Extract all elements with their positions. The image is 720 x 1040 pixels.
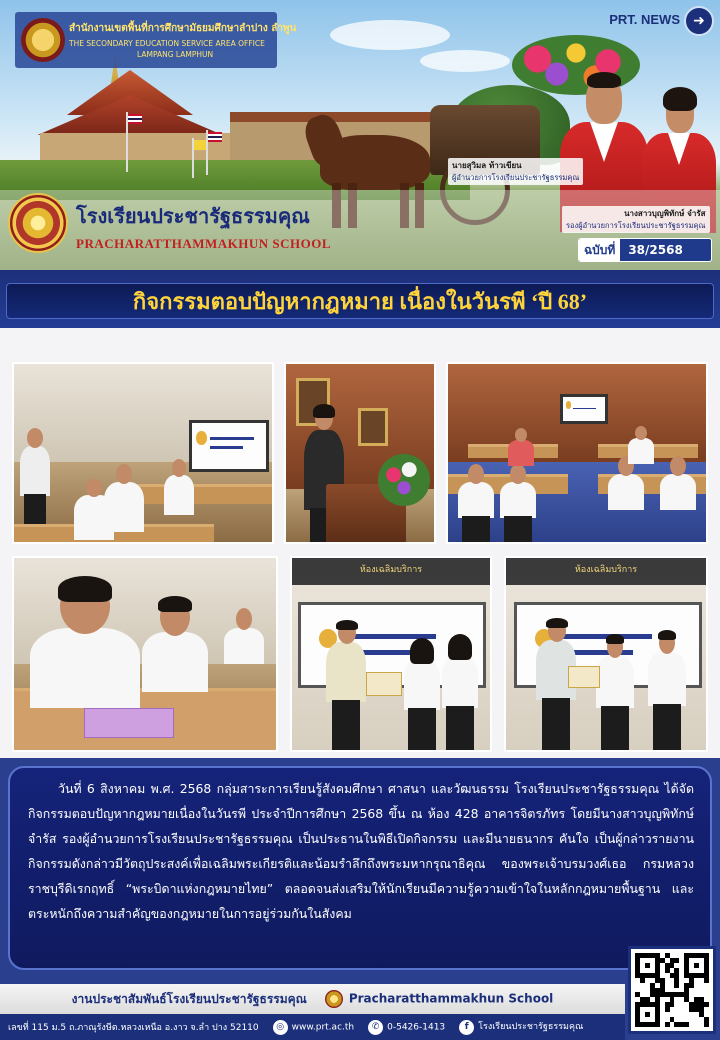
deputy-role: รองผู้อำนวยการโรงเรียนประชารัฐธรรมคุณ [566,221,706,230]
thai-flag-icon [128,114,142,124]
office-name-thai: สำนักงานเขตพื้นที่การศึกษามัธยมศึกษาลำปาง ลำพูน [69,23,297,34]
facebook-link[interactable] [459,1019,583,1035]
footer-school-badge [325,990,554,1008]
article-body: วันที่ 6 สิงหาคม พ.ศ. 2568 กลุ่มสาระการเรียนรู้สังคมศึกษา ศาสนา และวัฒนธรรม โรงเรียนประชารัฐธรรมคุณ ได้จัดกิจกรรมตอบปัญหากฎหมายเนื่องในวันรพี ประจำปีการศึกษา 2568 ขึ้น ณ ห้อง 428 อาคารจิตรภัทร โดยมีนางสาวบุญพิทักษ์ จำรัส รองผู้อำนวยการโรงเรียนประชารัฐธรรมคุณ เป็นประธานในพิธีเปิดกิจกรรม และมีนายธนากร คันใจ เป็นผู้กล่าวรายงาน กิจกรรมดังกล่าวมีวัตถุประสงค์เพื่อเฉลิมพระเกียรติและน้อมรำลึกถึงพระมหากรุณาธิคุณ ของพระเจ้าบรมวงศ์เธอ กรมหลวงราชบุรีดิเรกฤทธิ์ “พระบิดาแห่งกฎหมายไทย” ตลอดจนส่งเสริมให้นักเรียนมีความรู้ความเข้าใจในหลักกฎหมายพื้นฐาน และตระหนักถึงความสำคัญของกฎหมายในการอยู่ร่วมกันในสังคม [28,781,694,921]
phone-text: 0-5426-1413 [387,1022,446,1032]
director-role: ผู้อำนวยการโรงเรียนประชารัฐธรรมคุณ [452,173,580,182]
issue-label: ฉบับที่ [579,239,620,261]
qr-code[interactable] [628,946,716,1034]
school-logo [8,193,68,253]
photo-speaker-podium [284,362,436,544]
pr-unit-label: งานประชาสัมพันธ์โรงเรียนประชารัฐธรรมคุณ [71,991,307,1006]
issue-number: 38/2568 [628,243,683,257]
prt-news-label: PRT. NEWS [609,12,680,27]
website-link[interactable] [273,1020,354,1035]
room-banner: ห้องเฉลิมบริการ [506,562,706,576]
education-office-logo [21,18,65,62]
school-name-english: PRACHARATTHAMMAKHUN SCHOOL [76,236,332,251]
page-title: กิจกรรมตอบปัญหากฎหมาย เนื่องในวันรพี ‘ปี 68’ [132,288,588,314]
deputy-name-tag [562,206,710,233]
facebook-icon: f [459,1020,474,1035]
article-panel [8,766,712,970]
globe-icon: ◎ [273,1020,288,1035]
header-banner [0,0,720,270]
school-name-thai: โรงเรียนประชารัฐธรรมคุณ [76,206,310,228]
director-name-tag [448,158,583,185]
footer-school-name: Pracharatthammakhun School [348,991,554,1006]
qr-code-pattern [635,953,709,1027]
phone-link[interactable] [368,1020,445,1035]
photo-classroom-wide [446,362,708,544]
photo-award-ceremony-1 [290,556,492,752]
facebook-text: โรงเรียนประชารัฐธรรมคุณ [478,1022,584,1033]
thai-flag-icon [208,132,222,142]
phone-icon: ✆ [368,1020,383,1035]
office-region: LAMPANG LAMPHUN [137,50,214,59]
photo-classroom-presentation [12,362,274,544]
photo-award-ceremony-2 [504,556,708,752]
office-name-english: THE SECONDARY EDUCATION SERVICE AREA OFFICE [69,39,265,48]
arrow-right-icon: ➜ [684,6,714,36]
photo-students-writing [12,556,278,752]
room-banner: ห้องเฉลิมบริการ [292,562,490,576]
footer-contact-bar [0,1014,625,1040]
title-box [6,283,714,319]
website-text: www.prt.ac.th [291,1022,355,1032]
address-text: เลขที่ 115 ม.5 ถ.ภาณุรังษีต.หลวงเหนือ อ.งาว จ.ลำ ปาง 52110 [8,1023,259,1033]
footer-credit-bar [0,984,625,1014]
education-office-tag [15,12,297,68]
cloud [330,20,450,50]
school-logo-small-icon [325,990,343,1008]
director-name: นายสุวิมล ท้าวเขียน [452,161,522,170]
issue-badge [578,238,712,262]
photo-gallery [0,328,720,758]
deputy-name: นางสาวบุญพิทักษ์ จำรัส [624,209,706,218]
cloud [420,50,510,72]
